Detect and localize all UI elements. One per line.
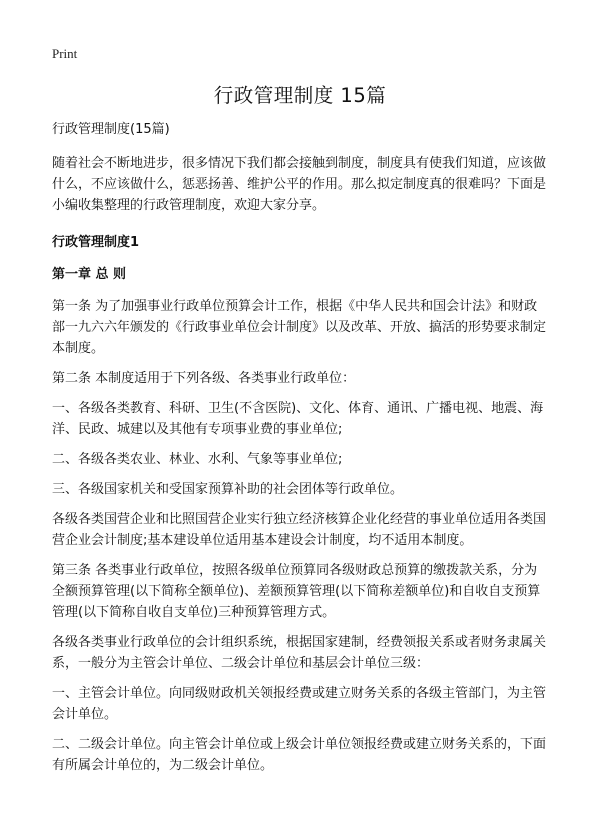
- section-heading: 行政管理制度1: [52, 235, 140, 250]
- print-link[interactable]: Print: [52, 46, 78, 61]
- list-item: 二、二级会计单位。向主管会计单位或上级会计单位领报经费或建立财务关系的，下面有所属会计单位的，为二级会计单位。: [52, 737, 547, 773]
- list-item: 一、主管会计单位。向同级财政机关领报经费或建立财务关系的各级主管部门，为主管会计单位。: [52, 686, 547, 722]
- article-paragraph: 第三条 各类事业行政单位，按照各级单位预算同各级财政总预算的缴拨款关系，分为全额预算管理(以下简称全额单位)、差额预算管理(以下简称差额单位)和自收自支预算管理(以下简称自收自支单位)三种预算管理方式。: [52, 563, 541, 620]
- list-item: 二、各级各类农业、林业、水利、气象等事业单位;: [52, 452, 343, 467]
- article-paragraph: 各级各类国营企业和比照国营企业实行独立经济核算企业化经营的事业单位适用各类国营企业会计制度;基本建设单位适用基本建设会计制度，均不适用本制度。: [52, 512, 547, 548]
- list-item: 三、各级国家机关和受国家预算补助的社会团体等行政单位。: [52, 482, 404, 497]
- list-item: 一、各级各类教育、科研、卫生(不含医院)、文化、体育、通讯、广播电视、地震、海洋、民政、城建以及其他有专项事业费的事业单位;: [52, 401, 544, 437]
- article-paragraph: 第一条 为了加强事业行政单位预算会计工作，根据《中华人民共和国会计法》和财政部一九六六年颁发的《行政事业单位会计制度》以及改革、开放、搞活的形势要求制定本制度。: [52, 299, 547, 356]
- article-paragraph: 各级各类事业行政单位的会计组织系统，根据国家建制，经费领报关系或者财务隶属关系，一般分为主管会计单位、二级会计单位和基层会计单位三级：: [52, 635, 547, 671]
- document-title: 行政管理制度 15篇: [213, 84, 387, 107]
- document-subtitle: 行政管理制度(15篇): [52, 122, 170, 137]
- intro-paragraph: 随着社会不断地进步，很多情况下我们都会接触到制度，制度具有使我们知道，应该做什么，不应该做什么，惩恶扬善、维护公平的作用。那么拟定制度真的很难吗？下面是小编收集整理的行政管理制度，欢迎大家分享。: [52, 156, 547, 213]
- article-paragraph: 第二条 本制度适用于下列各级、各类事业行政单位：: [52, 371, 356, 386]
- chapter-heading: 第一章 总 则: [52, 267, 127, 282]
- document-body: [52, 119, 548, 785]
